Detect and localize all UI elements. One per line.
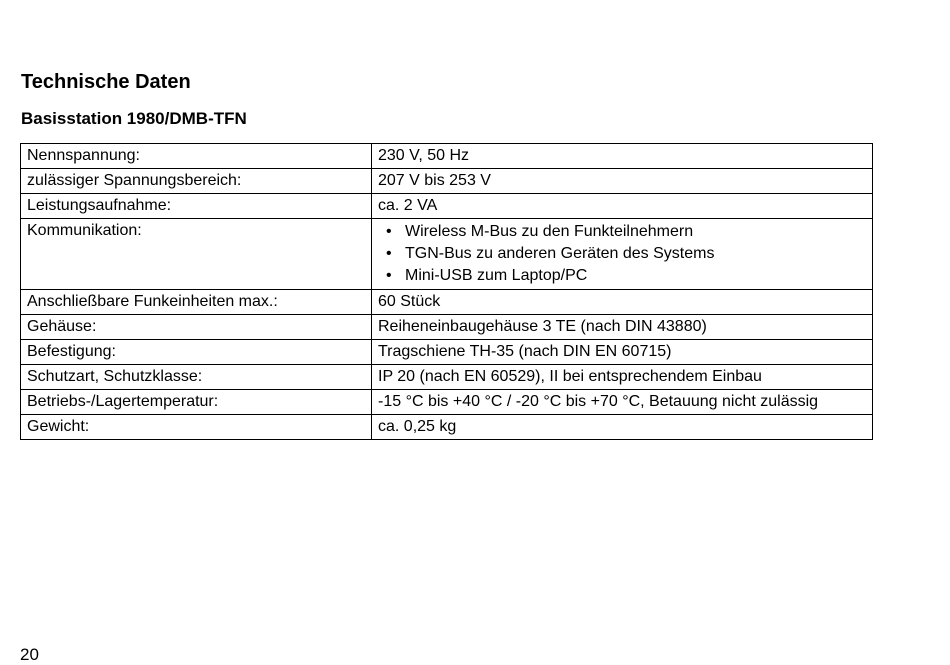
row-label: Gehäuse: [21, 315, 372, 340]
row-label: Befestigung: [21, 340, 372, 365]
page-title: Technische Daten [21, 71, 191, 93]
row-label: Gewicht: [21, 415, 372, 440]
communication-list [378, 221, 866, 287]
bullet-icon: • [386, 223, 392, 240]
bullet-icon: • [386, 245, 392, 262]
row-value: 230 V, 50 Hz [372, 144, 873, 169]
list-item [378, 265, 866, 287]
list-item [378, 243, 866, 265]
table-row-spannungsbereich [21, 169, 873, 194]
row-value: ca. 0,25 kg [372, 415, 873, 440]
row-label: Schutzart, Schutzklasse: [21, 365, 372, 390]
row-value: IP 20 (nach EN 60529), II bei entsprechendem Einbau [372, 365, 873, 390]
row-value [372, 219, 873, 290]
row-value: Tragschiene TH-35 (nach DIN EN 60715) [372, 340, 873, 365]
row-value: ca. 2 VA [372, 194, 873, 219]
row-value: 207 V bis 253 V [372, 169, 873, 194]
bullet-icon: • [386, 267, 392, 284]
row-label: zulässiger Spannungsbereich: [21, 169, 372, 194]
row-label: Leistungsaufnahme: [21, 194, 372, 219]
row-label: Kommunikation: [21, 219, 372, 290]
table-row-temperatur [21, 390, 873, 415]
table-row-funkeinheiten [21, 290, 873, 315]
spec-table [20, 143, 873, 440]
table-row-kommunikation [21, 219, 873, 290]
table-row-nennspannung [21, 144, 873, 169]
row-value: 60 Stück [372, 290, 873, 315]
table-row-gehaeuse [21, 315, 873, 340]
list-item-text: Mini-USB zum Laptop/PC [405, 267, 588, 284]
list-item-text: Wireless M-Bus zu den Funkteilnehmern [405, 223, 694, 240]
table-row-befestigung [21, 340, 873, 365]
row-label: Betriebs-/Lagertemperatur: [21, 390, 372, 415]
table-row-gewicht [21, 415, 873, 440]
section-subtitle: Basisstation 1980/DMB-TFN [21, 109, 247, 128]
list-item [378, 221, 866, 243]
table-row-schutzart [21, 365, 873, 390]
row-label: Nennspannung: [21, 144, 372, 169]
page-number: 20 [20, 645, 39, 664]
list-item-text: TGN-Bus zu anderen Geräten des Systems [405, 245, 715, 262]
row-value: -15 °C bis +40 °C / -20 °C bis +70 °C, Betauung nicht zulässig [372, 390, 873, 415]
table-row-leistungsaufnahme [21, 194, 873, 219]
row-label: Anschließbare Funkeinheiten max.: [21, 290, 372, 315]
row-value: Reiheneinbaugehäuse 3 TE (nach DIN 43880) [372, 315, 873, 340]
